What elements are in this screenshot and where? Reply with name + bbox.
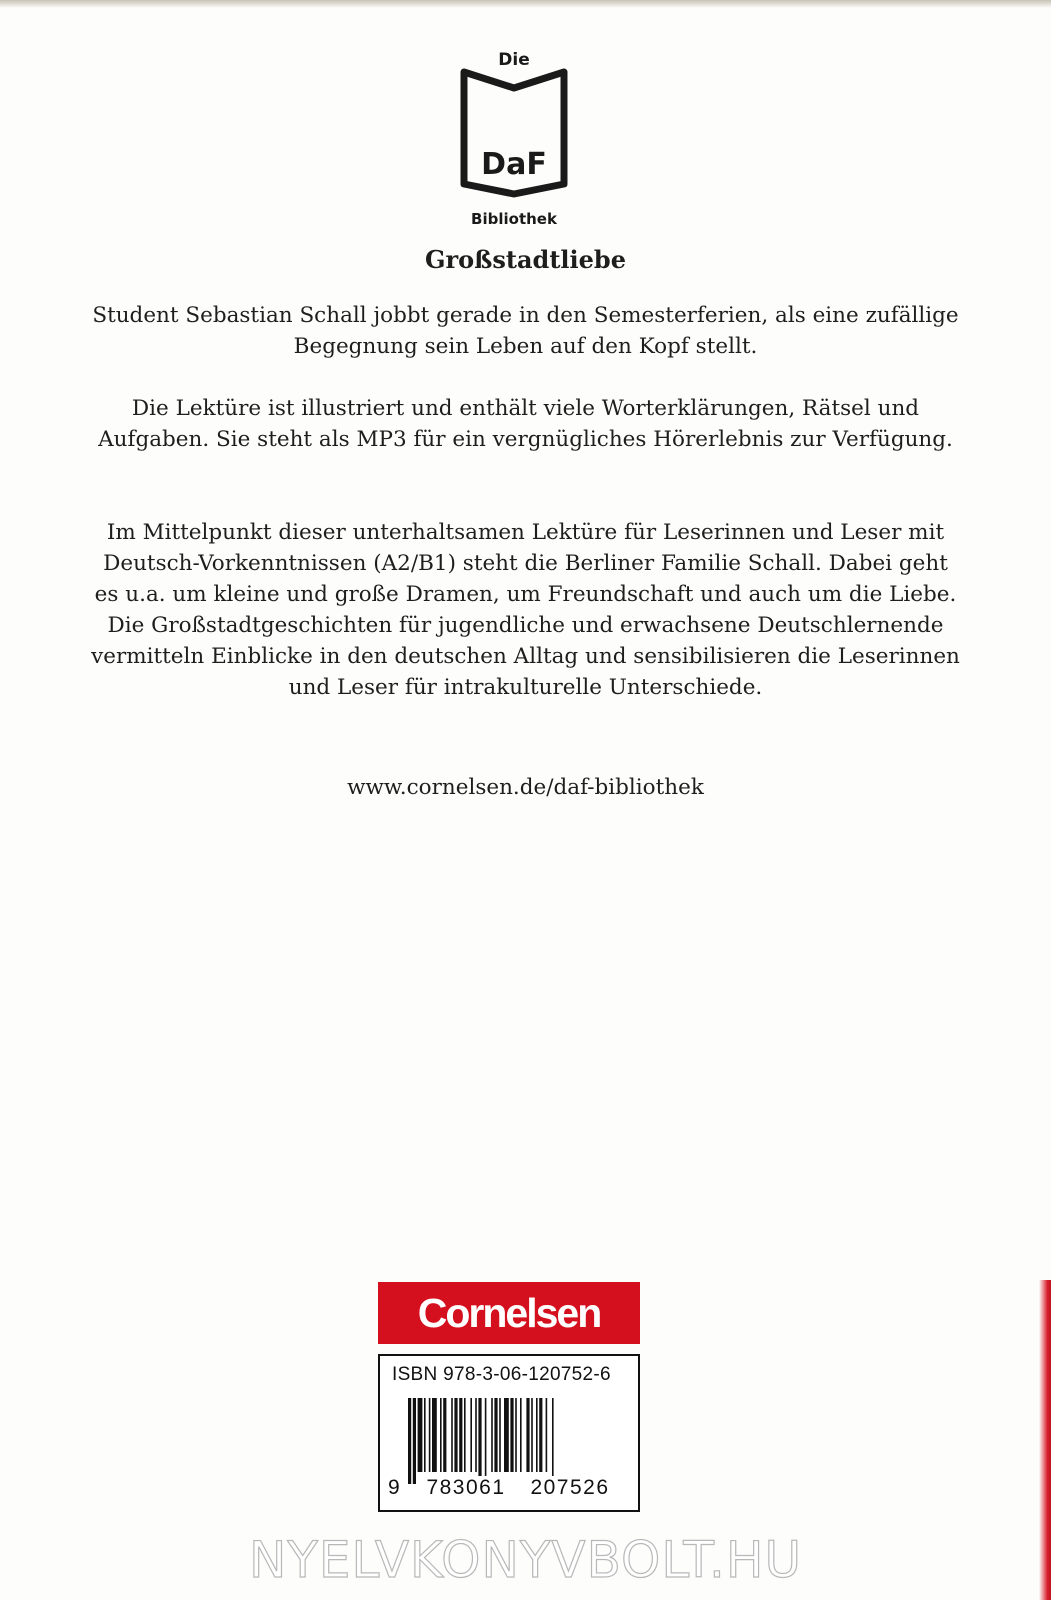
barcode-bar bbox=[539, 1398, 542, 1472]
daf-bibliothek-logo bbox=[452, 50, 576, 228]
barcode-bar bbox=[424, 1398, 426, 1472]
barcode-bar bbox=[531, 1398, 533, 1472]
isbn-label: ISBN 978-3-06-120752-6 bbox=[392, 1364, 611, 1385]
barcode-bar bbox=[459, 1398, 462, 1472]
isbn-barcode-box bbox=[378, 1354, 640, 1512]
barcode-bar bbox=[546, 1398, 548, 1472]
barcode-right-digits: 207526 bbox=[520, 1476, 620, 1500]
barcode-left-digits: 783061 bbox=[416, 1476, 516, 1500]
barcode-bar bbox=[432, 1398, 437, 1472]
barcode-bar bbox=[475, 1398, 477, 1472]
barcode-bar bbox=[429, 1398, 431, 1472]
top-edge-shadow bbox=[0, 0, 1051, 8]
watermark: NYELVKONYVBOLT.HU bbox=[248, 1531, 803, 1589]
blurb-paragraph: Student Sebastian Schall jobbt gerade in den Semesterferien, als eine zufällige Begegnung sein Leben auf den Kopf stellt. bbox=[92, 303, 959, 359]
barcode-icon bbox=[408, 1398, 614, 1484]
publisher-name: Cornelsen bbox=[417, 1290, 601, 1336]
barcode-bar bbox=[478, 1398, 481, 1484]
barcode-bar bbox=[491, 1398, 493, 1472]
barcode-bar bbox=[526, 1398, 529, 1472]
barcode-bar bbox=[418, 1398, 423, 1472]
open-book-icon bbox=[458, 66, 570, 206]
barcode-bar bbox=[485, 1398, 487, 1484]
logo-top-text: Die bbox=[498, 50, 530, 70]
barcode-bar bbox=[515, 1398, 517, 1472]
barcode-bar bbox=[413, 1398, 416, 1484]
barcode-bar bbox=[499, 1398, 501, 1472]
barcode-bar bbox=[552, 1398, 554, 1484]
barcode-first-digit: 9 bbox=[388, 1476, 400, 1499]
barcode-bar bbox=[536, 1398, 538, 1472]
barcode-bar bbox=[464, 1398, 466, 1472]
barcode-bar bbox=[408, 1398, 411, 1484]
cornelsen-logo bbox=[378, 1282, 640, 1344]
barcode-bar bbox=[504, 1398, 509, 1472]
summary-paragraph: Im Mittelpunkt dieser unterhaltsamen Lektüre für Leserinnen und Leser mit Deutsch-Vorkenntnissen (A2/B1) steht die Berliner Familie Schall. Dabei geht es u.a. um kleine und große Dramen, um Freundschaft und auch um die Liebe. Die Großstadtgeschichten für jugendliche und erwachsene Deutschlernende vermitteln Einblicke in den deutschen Alltag und sensibilisieren die Leserinnen und Leser für intrakulturelle Unterschiede. bbox=[91, 520, 960, 700]
book-title: Großstadtliebe bbox=[425, 245, 626, 274]
barcode-bar bbox=[520, 1398, 522, 1472]
logo-main-text: DaF bbox=[481, 147, 547, 182]
logo-bottom-text: Bibliothek bbox=[471, 210, 557, 228]
barcode-bar bbox=[494, 1398, 497, 1472]
barcode-bar bbox=[443, 1398, 446, 1472]
barcode-bar bbox=[510, 1398, 513, 1472]
barcode-bar bbox=[454, 1398, 457, 1472]
barcode-bar bbox=[440, 1398, 442, 1472]
barcode-bar bbox=[451, 1398, 453, 1472]
barcode-bar bbox=[470, 1398, 472, 1472]
website-url: www.cornelsen.de/daf-bibliothek bbox=[347, 775, 704, 800]
description-paragraph: Die Lektüre ist illustriert und enthält viele Worterklärungen, Rätsel und Aufgaben. Sie steht als MP3 für ein vergnügliches Hörerlebnis zur Verfügung. bbox=[98, 396, 953, 452]
